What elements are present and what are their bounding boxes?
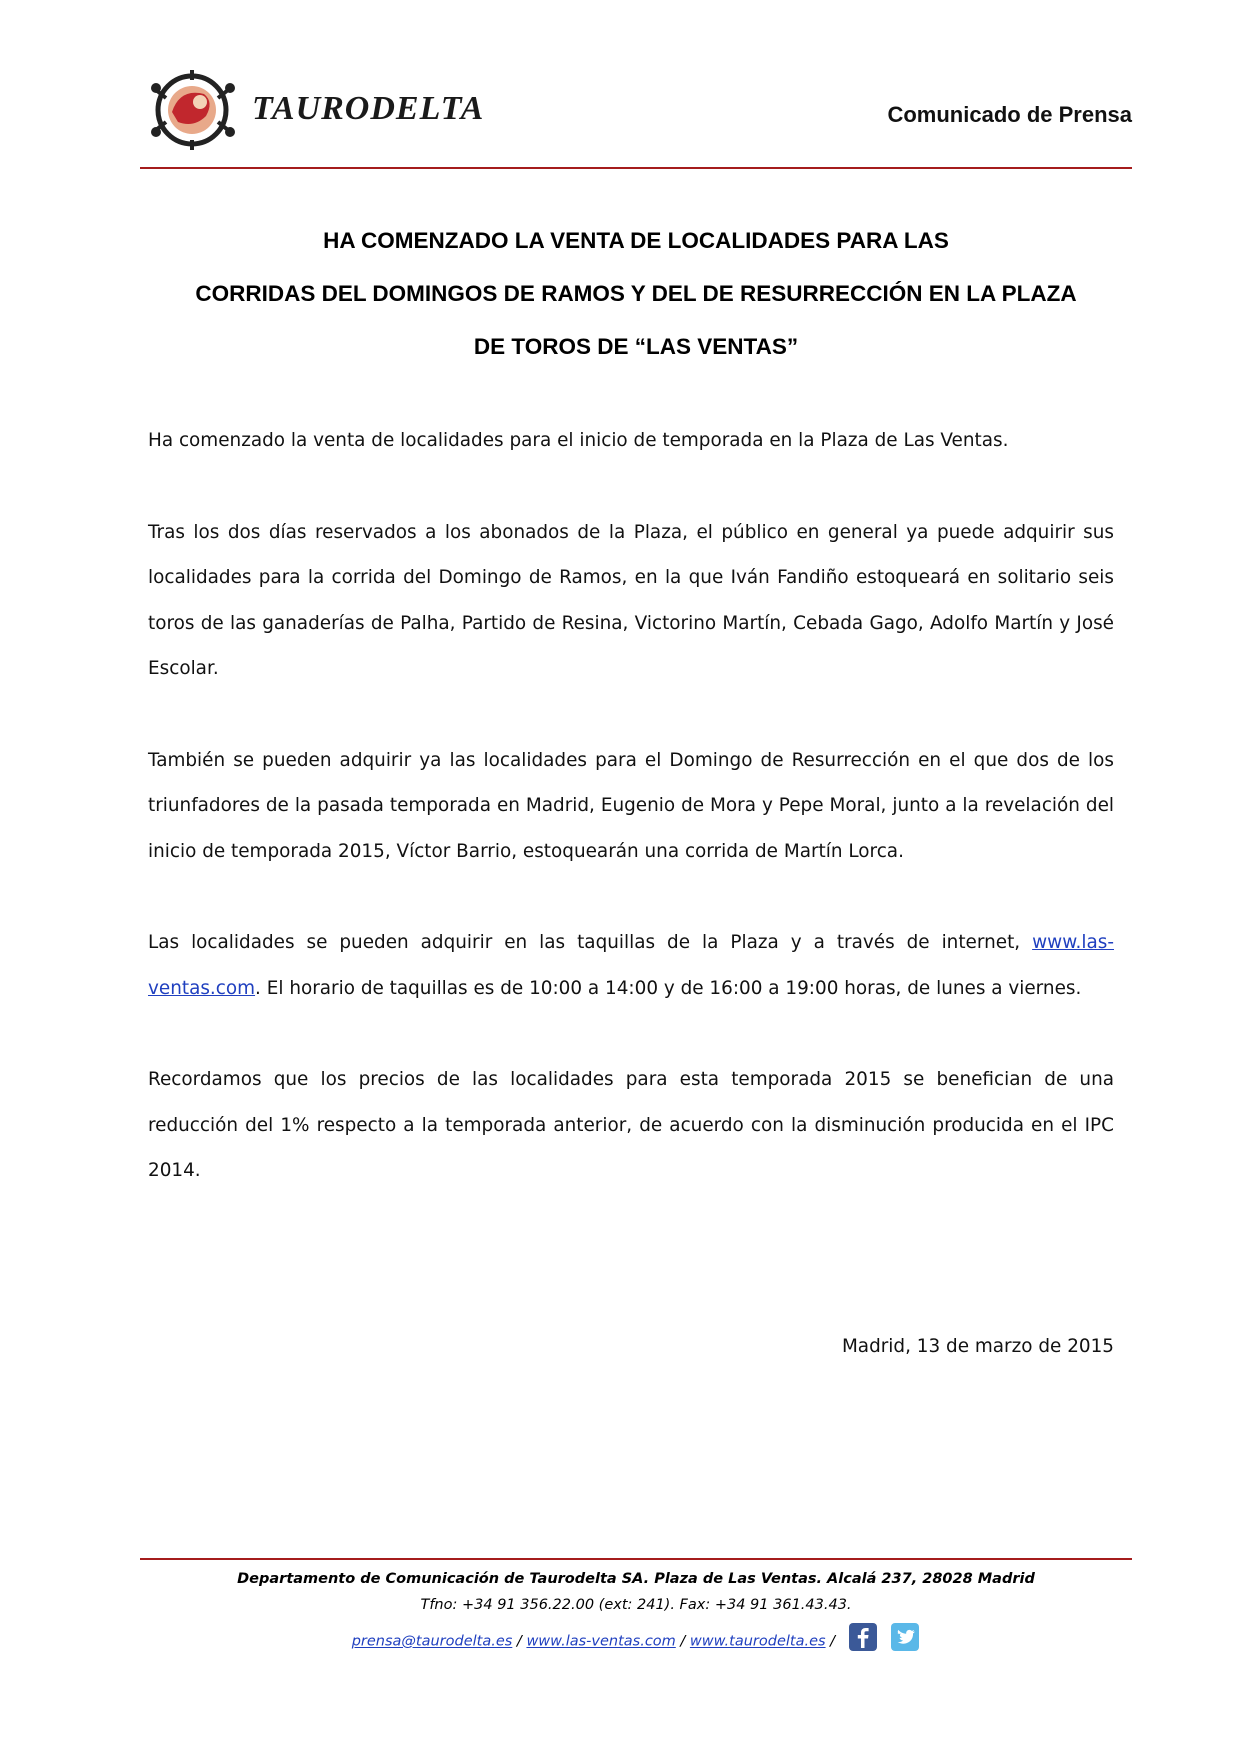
paragraph: Ha comenzado la venta de localidades para el inicio de temporada en la Plaza de Las Ventas. — [148, 430, 1009, 451]
email-link[interactable]: prensa@taurodelta.es — [351, 1633, 513, 1650]
twitter-icon[interactable] — [890, 1622, 920, 1661]
las-ventas-site-link[interactable]: www.las-ventas.com — [526, 1633, 676, 1650]
taurodelta-logo — [148, 68, 485, 158]
page-header — [140, 68, 1132, 168]
taurodelta-site-link[interactable]: www.taurodelta.es — [689, 1633, 826, 1650]
press-release-label: Comunicado de Prensa — [887, 102, 1132, 127]
link-separator: / — [825, 1633, 840, 1650]
header-divider — [140, 167, 1132, 169]
date-line: Madrid, 13 de marzo de 2015 — [841, 1336, 1114, 1357]
title-line: CORRIDAS DEL DOMINGOS DE RAMOS Y DEL DE RESURRECCIÓN EN LA PLAZA — [195, 281, 1077, 306]
link-separator: / — [675, 1633, 690, 1650]
paragraph: Recordamos que los precios de las localidades para esta temporada 2015 se benefician de una reducción del 1% respecto a la temporada anterior, de acuerdo con la disminución producida en el IPC 2014. — [148, 1069, 1114, 1181]
document-body — [148, 418, 1114, 1240]
link-separator: / — [512, 1633, 527, 1650]
paragraph — [148, 920, 1114, 1011]
document-title — [140, 214, 1132, 373]
page-footer — [140, 1566, 1132, 1661]
paragraph: También se pueden adquirir ya las localidades para el Domingo de Resurrección en el que dos de los triunfadores de la pasada temporada en Madrid, Eugenio de Mora y Pepe Moral, junto a la revelación del inicio de temporada 2015, Víctor Barrio, estoquearán una corrida de Martín Lorca. — [148, 749, 1114, 862]
las-ventas-link[interactable]: www.las-ventas.com — [148, 932, 1114, 999]
paragraph-text: Las localidades se pueden adquirir en las taquillas de la Plaza y a través de internet, — [148, 932, 1033, 953]
facebook-icon[interactable] — [848, 1622, 878, 1661]
footer-links — [140, 1622, 1132, 1661]
footer-phone: Tfno: +34 91 356.22.00 (ext: 241). Fax: +34 91 361.43.43. — [420, 1597, 852, 1613]
paragraph: Tras los dos días reservados a los abonados de la Plaza, el público en general ya puede adquirir sus localidades para la corrida del Domingo de Ramos, en la que Iván Fandiño estoqueará en solitario seis toros de las ganaderías de Palha, Partido de Resina, Victorino Martín, Cebada Gago, Adolfo Martín y José Escolar. — [148, 521, 1114, 679]
logo-text: TAURODELTA — [252, 90, 485, 127]
title-line: DE TOROS DE “LAS VENTAS” — [473, 334, 799, 359]
paragraph-text: . El horario de taquillas es de 10:00 a 14:00 y de 16:00 a 19:00 horas, de lunes a viernes. — [255, 977, 1082, 999]
logo-emblem-icon — [148, 68, 248, 156]
title-line: HA COMENZADO LA VENTA DE LOCALIDADES PARA LAS — [323, 228, 949, 253]
footer-address: Departamento de Comunicación de Taurodelta SA. Plaza de Las Ventas. Alcalá 237, 28028 Madrid — [237, 1571, 1035, 1587]
footer-divider — [140, 1558, 1132, 1560]
